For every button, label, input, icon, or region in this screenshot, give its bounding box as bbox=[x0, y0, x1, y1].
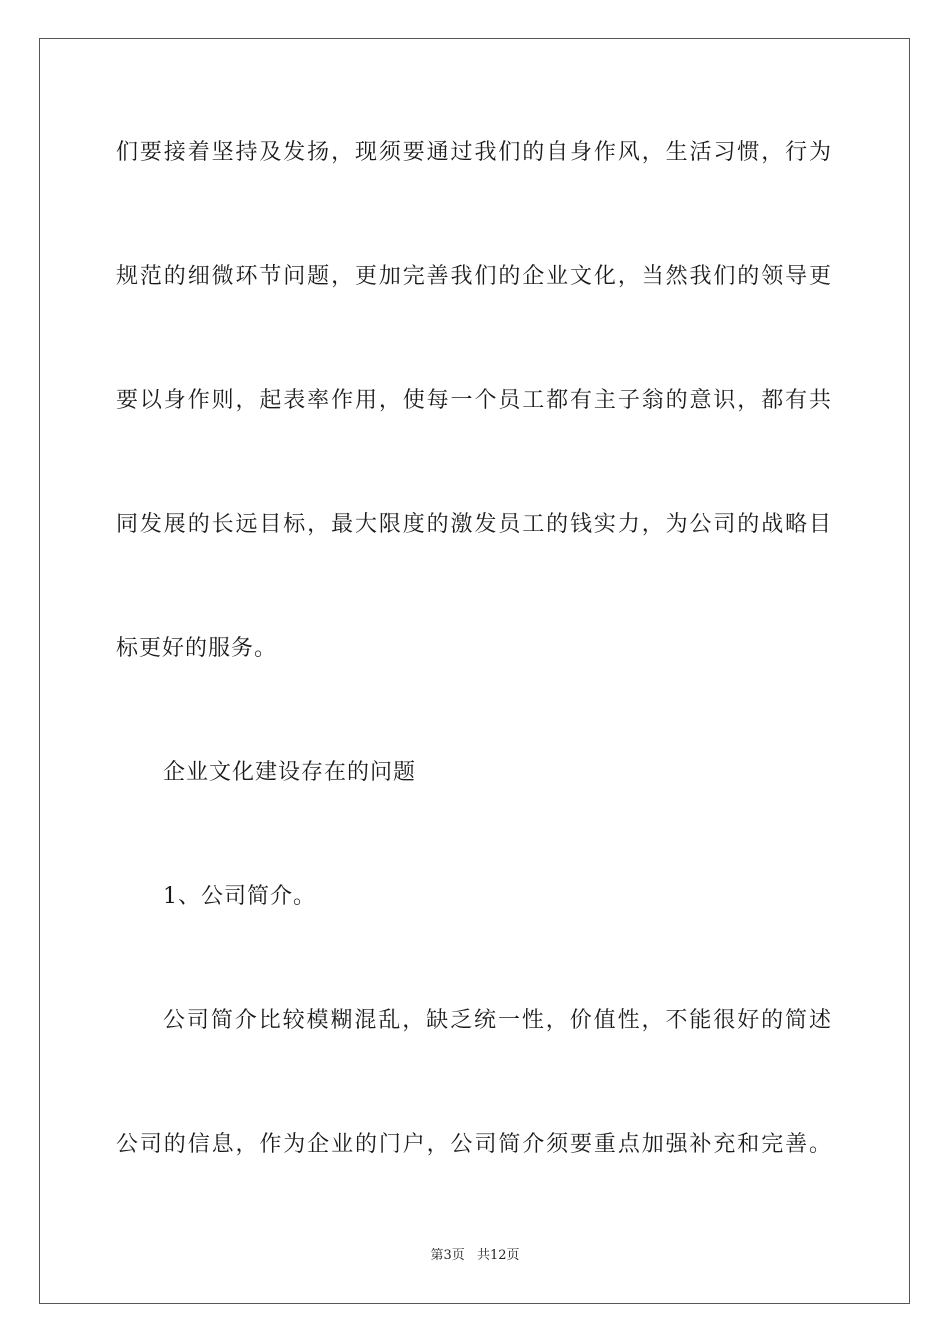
page-footer bbox=[0, 1247, 950, 1265]
subsection-heading: 1、公司简介。 bbox=[163, 884, 316, 909]
page-number: 第3页 bbox=[430, 1248, 465, 1263]
total-pages: 共12页 bbox=[476, 1248, 520, 1263]
body-text-line: 公司的信息，作为企业的门户，公司简介须要重点加强补充和完善。 bbox=[116, 1132, 832, 1157]
body-text-line: 同发展的长远目标，最大限度的激发员工的钱实力，为公司的战略目 bbox=[116, 512, 832, 537]
page-border bbox=[39, 38, 910, 1304]
body-text-line: 公司简介比较模糊混乱，缺乏统一性，价值性，不能很好的简述 bbox=[163, 1008, 832, 1033]
body-text-line: 们要接着坚持及发扬，现须要通过我们的自身作风，生活习惯，行为 bbox=[116, 140, 832, 165]
body-text-line: 标更好的服务。 bbox=[116, 636, 278, 661]
body-text-line: 要以身作则，起表率作用，使每一个员工都有主子翁的意识，都有共 bbox=[116, 388, 832, 413]
section-heading: 企业文化建设存在的问题 bbox=[163, 760, 417, 785]
body-text-line: 规范的细微环节问题，更加完善我们的企业文化，当然我们的领导更 bbox=[116, 264, 832, 289]
